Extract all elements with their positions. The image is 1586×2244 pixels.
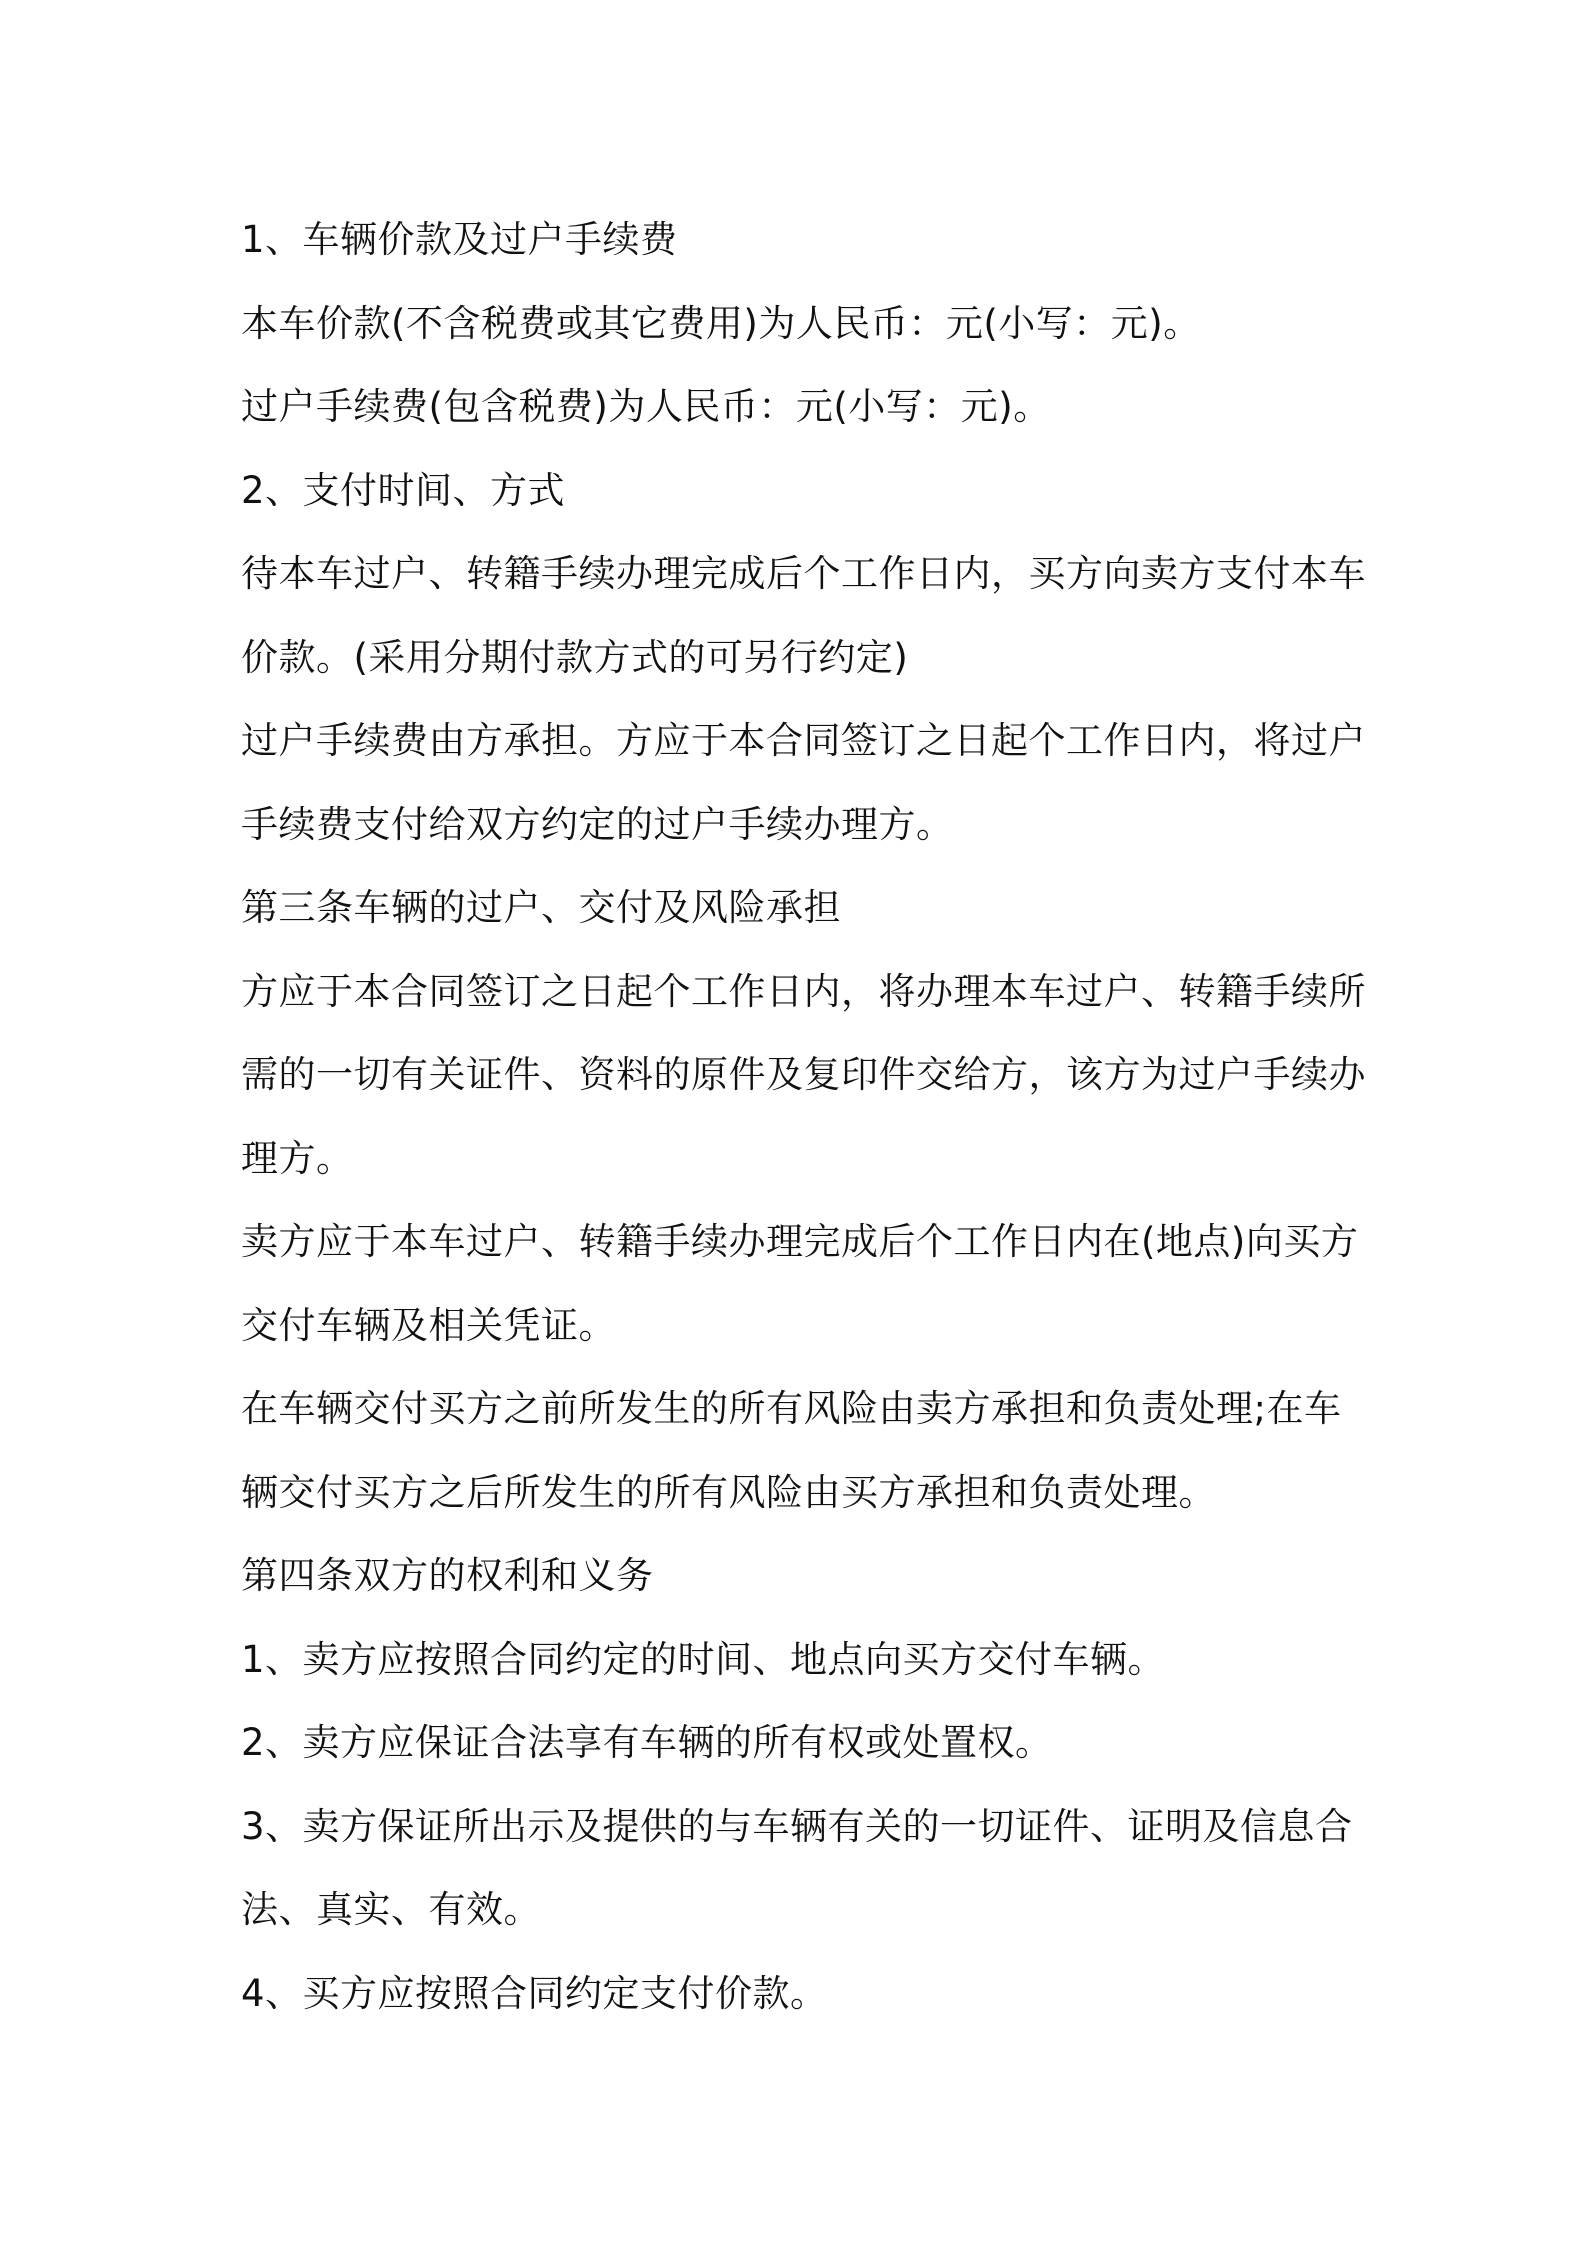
article-heading-transfer: 第三条车辆的过户、交付及风险承担 — [241, 886, 841, 929]
text-line: 2、卖方应保证合法享有车辆的所有权或处置权。 — [241, 1721, 1053, 1764]
section-heading-payment: 2、支付时间、方式 — [241, 468, 566, 512]
text-line: 价款。(采用分期付款方式的可另行约定) — [241, 635, 909, 679]
document-body — [241, 198, 1366, 2035]
text-line: 本车价款(不含税费或其它费用)为人民币：元(小写：元)。 — [241, 301, 1201, 345]
text-line: 3、卖方保证所出示及提供的与车辆有关的一切证件、证明及信息合 — [241, 1804, 1353, 1848]
text-line: 法、真实、有效。 — [241, 1888, 541, 1931]
text-line: 需的一切有关证件、资料的原件及复印件交给方，该方为过户手续办 — [241, 1053, 1366, 1096]
text-line: 方应于本合同签订之日起个工作日内，将办理本车过户、转籍手续所 — [241, 969, 1366, 1013]
text-line: 过户手续费由方承担。方应于本合同签订之日起个工作日内，将过户 — [241, 719, 1366, 762]
text-line: 待本车过户、转籍手续办理完成后个工作日内，买方向卖方支付本车 — [241, 552, 1366, 595]
text-line: 过户手续费(包含税费)为人民币：元(小写：元)。 — [241, 385, 1051, 428]
text-line: 卖方应于本车过户、转籍手续办理完成后个工作日内在(地点)向买方 — [241, 1220, 1359, 1263]
text-line: 辆交付买方之后所发生的所有风险由买方承担和负责处理。 — [241, 1470, 1216, 1514]
text-line: 交付车辆及相关凭证。 — [241, 1303, 616, 1347]
text-line: 理方。 — [241, 1136, 354, 1180]
text-line: 4、买方应按照合同约定支付价款。 — [241, 1971, 828, 2015]
text-line: 在车辆交付买方之前所发生的所有风险由卖方承担和负责处理;在车 — [241, 1387, 1342, 1430]
article-heading-rights: 第四条双方的权利和义务 — [241, 1554, 654, 1597]
text-line: 手续费支付给双方约定的过户手续办理方。 — [241, 802, 954, 846]
section-heading-price: 1、车辆价款及过户手续费 — [241, 218, 678, 261]
text-line: 1、卖方应按照合同约定的时间、地点向买方交付车辆。 — [241, 1637, 1166, 1681]
